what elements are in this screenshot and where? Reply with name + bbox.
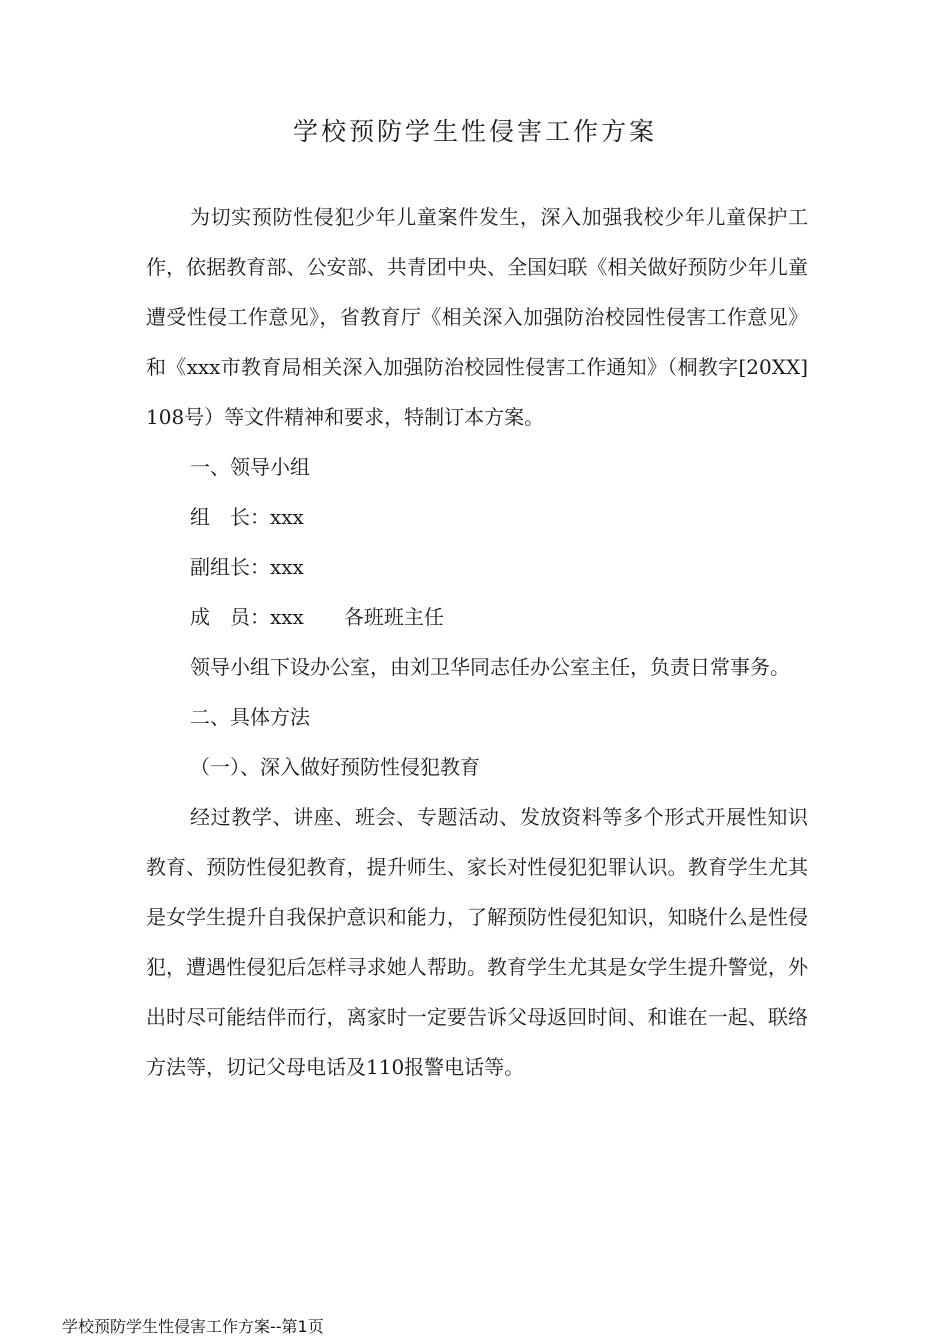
section-heading-leadership: 一、领导小组	[190, 455, 310, 479]
document-title: 学校预防学生性侵害工作方案	[292, 117, 657, 146]
intro-paragraph: 为切实预防性侵犯少年儿童案件发生，深入加强我校少年儿童保护工作，依据教育部、公安部、共青团中央、全国妇联《相关做好预防少年儿童遭受性侵工作意见》，省教育厅《相关深入加强防治校园性侵害工作意见》和《xxx市教育局相关深入加强防治校园性侵害工作通知》（桐教字[20XX] 108号）等文件精神和要求，特制订本方案。	[146, 205, 808, 429]
deputy-leader-line: 副组长：xxx	[190, 555, 304, 579]
members-label: 成 员：xxx	[190, 605, 304, 629]
document-body	[146, 192, 808, 1092]
education-paragraph: 经过教学、讲座、班会、专题活动、发放资料等多个形式开展性知识教育、预防性侵犯教育，提升师生、家长对性侵犯犯罪认识。教育学生尤其是女学生提升自我保护意识和能力，了解预防性侵犯知识，知晓什么是性侵犯，遭遇性侵犯后怎样寻求她人帮助。教育学生尤其是女学生提升警觉，外出时尽可能结伴而行，离家时一定要告诉父母返回时间、和谁在一起、联络方法等，切记父母电话及110报警电话等。	[146, 805, 808, 1079]
members-line	[146, 592, 808, 642]
subsection-heading-education: （一）、深入做好预防性侵犯教育	[190, 755, 480, 779]
members-extra: 各班班主任	[343, 605, 444, 629]
office-paragraph: 领导小组下设办公室，由刘卫华同志任办公室主任，负责日常事务。	[190, 655, 790, 679]
page-footer: 学校预防学生性侵害工作方案--第1页	[62, 1317, 324, 1336]
section-heading-methods: 二、具体方法	[190, 705, 310, 729]
leader-line: 组 长：xxx	[190, 505, 304, 529]
